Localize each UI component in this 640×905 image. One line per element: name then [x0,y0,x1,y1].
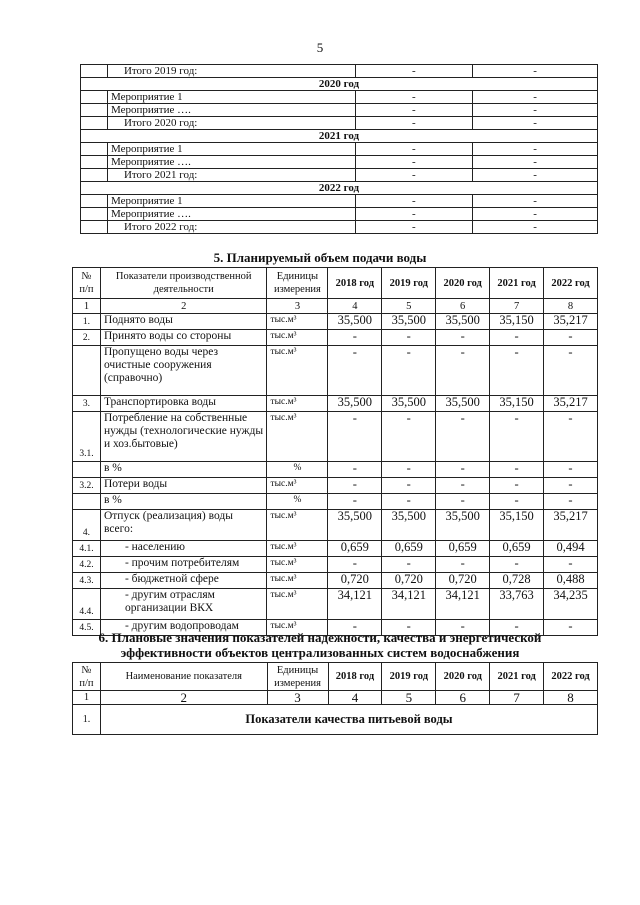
cell-empty [81,169,108,182]
cell-empty [81,104,108,117]
colnum: 8 [544,691,598,705]
cell-value: - [355,143,473,156]
row-number: 4.4. [73,589,101,620]
header-unit: Единицы измерения [267,663,328,691]
cell-value: 35,150 [490,396,544,412]
row-number: 4. [73,510,101,541]
colnum: 6 [436,691,490,705]
row-unit: тыс.м³ [267,620,328,636]
cell-value: - [328,412,382,462]
colnum: 7 [490,299,544,314]
section6-title-line1: 6. Плановые значения показателей надежности, качества и энергетической [98,630,542,645]
row-name: Потребление на собственные нужды (технологические нужды и хоз.бытовые) [100,412,267,462]
row-number: 3.2. [73,478,101,494]
colnum: 8 [544,299,598,314]
row-number: 2. [73,330,101,346]
header-unit: Единицы измерения [267,268,328,299]
row-name: Принято воды со стороны [100,330,267,346]
indicators-table [72,662,598,735]
cell-value: 35,500 [382,314,436,330]
cell-value: - [473,65,598,78]
cell-value: - [473,156,598,169]
cell-value: - [490,346,544,396]
row-name: в % [100,462,267,478]
cell-value: 35,500 [436,396,490,412]
column-number-row [73,691,598,705]
cell-value: 0,659 [490,541,544,557]
year-heading: 2022 год [81,182,598,195]
section6-title-line2: эффективности объектов централизованных систем водоснабжения [120,645,520,660]
cell-value: - [355,156,473,169]
table-row [81,143,598,156]
cell-value: - [328,346,382,396]
row-name: Потери воды [100,478,267,494]
table-row [81,65,598,78]
year-header-row [81,182,598,195]
table-header-row [73,268,598,299]
cell-value: 35,500 [382,510,436,541]
table-row [81,117,598,130]
cell-value: - [544,412,598,462]
cell-value: 0,720 [436,573,490,589]
table-row [73,541,598,557]
cell-value: - [382,346,436,396]
header-no: № п/п [73,663,101,691]
header-year: 2021 год [490,663,544,691]
cell-value: - [355,65,473,78]
section5-title: 5. Планируемый объем подачи воды [213,250,427,265]
colnum: 4 [328,299,382,314]
row-unit: тыс.м³ [267,541,328,557]
cell-value: - [382,462,436,478]
row-number: 3.1. [73,412,101,462]
table-row [73,346,598,396]
cell-value: - [355,104,473,117]
row-name: - другим отраслям организации ВКХ [100,589,267,620]
cell-value: 34,121 [328,589,382,620]
table-row [73,573,598,589]
row-unit: тыс.м³ [267,573,328,589]
table-row [73,510,598,541]
header-name: Показатели производственной деятельности [100,268,267,299]
row-number: 3. [73,396,101,412]
cell-value: - [382,478,436,494]
cell-value: 35,500 [328,510,382,541]
cell-value: - [544,494,598,510]
colnum: 3 [267,299,328,314]
cell-value: 35,217 [544,396,598,412]
table-row [73,314,598,330]
cell-value: 35,217 [544,314,598,330]
cell-value: - [436,494,490,510]
row-name: Пропущено воды через очистные сооружения (справочно) [100,346,267,396]
cell-value: - [355,208,473,221]
row-label: Мероприятие …. [107,104,355,117]
header-year: 2022 год [544,663,598,691]
colnum: 3 [267,691,328,705]
colnum: 4 [328,691,382,705]
cell-value: 35,150 [490,314,544,330]
cell-value: - [328,557,382,573]
row-title: Показатели качества питьевой воды [100,705,597,735]
table-row [81,91,598,104]
colnum: 5 [382,299,436,314]
cell-value: 0,494 [544,541,598,557]
cell-value: 0,659 [328,541,382,557]
header-year: 2018 год [328,663,382,691]
row-label: Мероприятие 1 [107,143,355,156]
table-row [81,169,598,182]
cell-value: 0,728 [490,573,544,589]
row-number: 1. [73,314,101,330]
colnum: 1 [73,299,101,314]
table-row [73,589,598,620]
cell-value: - [382,494,436,510]
row-name: Отпуск (реализация) воды всего: [100,510,267,541]
cell-value: - [544,330,598,346]
row-name: Транспортировка воды [100,396,267,412]
cell-empty [81,65,108,78]
cell-value: - [328,478,382,494]
row-unit: тыс.м³ [267,589,328,620]
row-unit: тыс.м³ [267,396,328,412]
year-heading: 2021 год [81,130,598,143]
table-row [73,478,598,494]
column-number-row [73,299,598,314]
row-unit: тыс.м³ [267,330,328,346]
cell-value: - [382,620,436,636]
table-row [73,396,598,412]
colnum: 6 [436,299,490,314]
table-row [73,330,598,346]
cell-value: - [382,412,436,462]
table-row [81,156,598,169]
cell-value: - [436,478,490,494]
cell-value: - [544,462,598,478]
header-year: 2021 год [490,268,544,299]
cell-value: 0,720 [382,573,436,589]
cell-empty [81,208,108,221]
cell-value: 0,720 [328,573,382,589]
cell-value: 0,659 [382,541,436,557]
table-row [81,208,598,221]
row-number: 4.1. [73,541,101,557]
cell-value: - [544,478,598,494]
year-header-row [81,78,598,91]
cell-value: - [490,412,544,462]
cell-empty [81,143,108,156]
header-year: 2018 год [328,268,382,299]
row-label: Итого 2019 год: [107,65,355,78]
row-label: Итого 2020 год: [107,117,355,130]
cell-value: - [436,462,490,478]
row-name: - бюджетной сфере [100,573,267,589]
colnum: 7 [490,691,544,705]
cell-value: - [355,91,473,104]
cell-value: - [382,557,436,573]
cell-value: - [436,412,490,462]
year-header-row [81,130,598,143]
cell-value: 35,217 [544,510,598,541]
table-row [73,494,598,510]
cell-value: - [328,330,382,346]
header-name: Наименование показателя [100,663,267,691]
cell-value: 34,235 [544,589,598,620]
cell-value: - [355,117,473,130]
year-heading: 2020 год [81,78,598,91]
row-unit: тыс.м³ [267,478,328,494]
row-number: 4.5. [73,620,101,636]
row-name: - прочим потребителям [100,557,267,573]
table-row [73,705,598,735]
cell-value: - [355,221,473,234]
colnum: 5 [382,691,436,705]
cell-value: - [473,104,598,117]
table-row [81,104,598,117]
section6-title [0,630,640,660]
cell-value: 35,500 [328,396,382,412]
row-name: - другим водопроводам [100,620,267,636]
row-unit: тыс.м³ [267,510,328,541]
cell-value: 35,150 [490,510,544,541]
cell-value: - [355,195,473,208]
cell-value: - [490,620,544,636]
row-name: в % [100,494,267,510]
cell-value: - [544,620,598,636]
cell-value: 35,500 [436,510,490,541]
row-number [73,346,101,396]
cell-value: - [436,330,490,346]
cell-empty [81,156,108,169]
colnum: 2 [100,691,267,705]
water-supply-table [72,267,598,636]
cell-empty [81,221,108,234]
table-header-row [73,663,598,691]
cell-value: - [436,620,490,636]
cell-value: - [382,330,436,346]
row-number [73,462,101,478]
cell-value: - [328,462,382,478]
row-unit: % [267,462,328,478]
cell-value: - [473,208,598,221]
cell-value: 35,500 [436,314,490,330]
row-name: Поднято воды [100,314,267,330]
colnum: 2 [100,299,267,314]
cell-value: - [490,330,544,346]
cell-empty [81,91,108,104]
row-label: Мероприятие 1 [107,195,355,208]
row-number: 1. [73,705,101,735]
header-no: № п/п [73,268,101,299]
header-year: 2019 год [382,663,436,691]
table-row [81,195,598,208]
cell-value: - [436,557,490,573]
cell-value: - [490,557,544,573]
cell-value: - [473,221,598,234]
row-label: Мероприятие …. [107,156,355,169]
page-number: 5 [316,40,324,55]
cell-value: - [355,169,473,182]
row-name: - населению [100,541,267,557]
cell-empty [81,195,108,208]
row-label: Итого 2021 год: [107,169,355,182]
cell-value: - [473,91,598,104]
events-table [80,64,598,234]
row-label: Мероприятие 1 [107,91,355,104]
cell-value: - [473,195,598,208]
cell-value: - [544,557,598,573]
header-year: 2020 год [436,268,490,299]
row-label: Итого 2022 год: [107,221,355,234]
colnum: 1 [73,691,101,705]
cell-value: - [473,117,598,130]
table-row [73,412,598,462]
table-row [73,557,598,573]
cell-value: 34,121 [382,589,436,620]
table-row [81,221,598,234]
cell-value: 0,659 [436,541,490,557]
cell-empty [81,117,108,130]
header-year: 2019 год [382,268,436,299]
cell-value: - [473,169,598,182]
header-year: 2022 год [544,268,598,299]
cell-value: - [490,478,544,494]
cell-value: - [473,143,598,156]
row-unit: тыс.м³ [267,346,328,396]
row-number: 4.3. [73,573,101,589]
header-year: 2020 год [436,663,490,691]
cell-value: - [328,620,382,636]
cell-value: 33,763 [490,589,544,620]
row-unit: тыс.м³ [267,557,328,573]
row-number [73,494,101,510]
row-unit: % [267,494,328,510]
row-unit: тыс.м³ [267,412,328,462]
cell-value: 0,488 [544,573,598,589]
cell-value: 35,500 [382,396,436,412]
cell-value: - [544,346,598,396]
row-number: 4.2. [73,557,101,573]
cell-value: - [328,494,382,510]
cell-value: - [490,462,544,478]
row-unit: тыс.м³ [267,314,328,330]
cell-value: - [490,494,544,510]
cell-value: - [436,346,490,396]
cell-value: 34,121 [436,589,490,620]
row-label: Мероприятие …. [107,208,355,221]
cell-value: 35,500 [328,314,382,330]
table-row [73,462,598,478]
